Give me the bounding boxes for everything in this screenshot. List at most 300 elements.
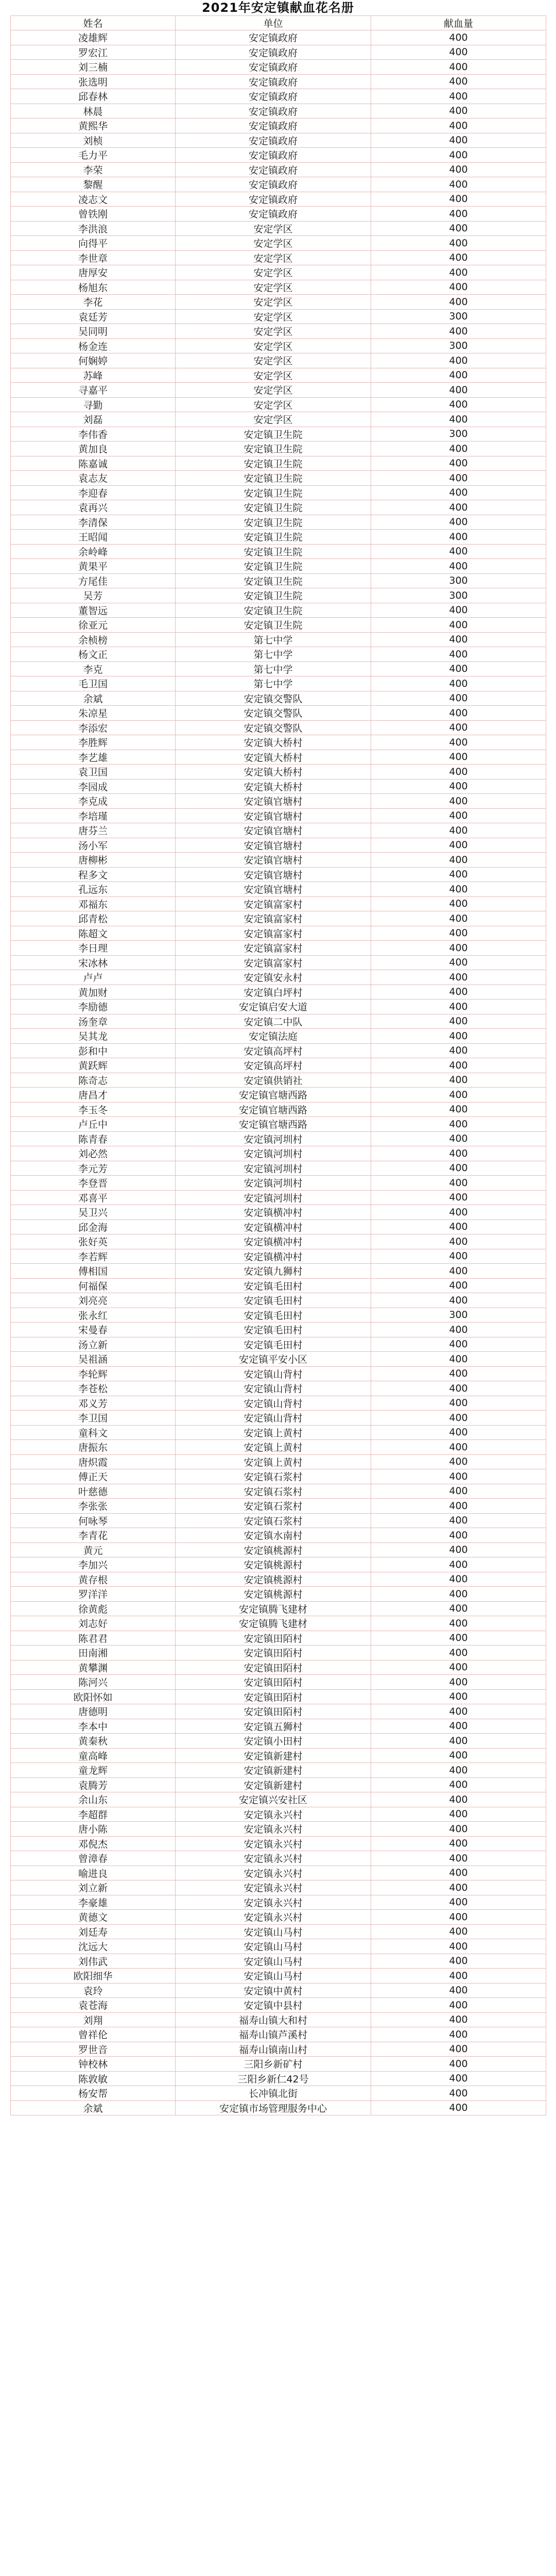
- donation-volume-cell: 400: [371, 148, 546, 163]
- donation-volume-cell: 400: [371, 1366, 546, 1381]
- donation-volume-cell: 400: [371, 1469, 546, 1484]
- donor-unit-cell: 安定镇大桥村: [176, 750, 371, 765]
- table-row: [11, 89, 546, 104]
- donation-volume-cell: 400: [371, 1969, 546, 1984]
- donation-volume-cell: 400: [371, 985, 546, 999]
- donor-unit-cell: 安定镇横冲村: [176, 1234, 371, 1249]
- donation-volume-cell: 400: [371, 1910, 546, 1925]
- donor-unit-cell: 安定镇官塘村: [176, 808, 371, 823]
- table-row: [11, 2071, 546, 2086]
- donation-volume-cell: 400: [371, 603, 546, 618]
- donation-volume-cell: 300: [371, 427, 546, 442]
- table-row: [11, 236, 546, 251]
- donation-volume-cell: 400: [371, 1748, 546, 1763]
- donor-name-cell: 李世章: [11, 250, 176, 265]
- table-row: [11, 1219, 546, 1234]
- donor-unit-cell: 安定镇交警队: [176, 691, 371, 706]
- donation-volume-cell: 400: [371, 706, 546, 721]
- donation-volume-cell: 400: [371, 250, 546, 265]
- donor-name-cell: 毛力平: [11, 148, 176, 163]
- donor-name-cell: 黄果平: [11, 559, 176, 574]
- donor-name-cell: 卢丘中: [11, 1117, 176, 1132]
- donation-volume-cell: 400: [371, 1983, 546, 1998]
- donation-volume-cell: 400: [371, 1557, 546, 1572]
- table-row: [11, 1102, 546, 1117]
- donation-volume-cell: 400: [371, 1219, 546, 1234]
- donor-unit-cell: 安定镇政府: [176, 45, 371, 60]
- donor-unit-cell: 安定镇富家村: [176, 911, 371, 926]
- donor-name-cell: 彭和中: [11, 1043, 176, 1058]
- table-row: [11, 162, 546, 177]
- donor-name-cell: 刘三楠: [11, 60, 176, 75]
- donation-volume-cell: 400: [371, 1734, 546, 1749]
- donor-unit-cell: 安定镇永兴村: [176, 1910, 371, 1925]
- donation-volume-cell: 400: [371, 1073, 546, 1088]
- donor-name-cell: 黄熙华: [11, 118, 176, 133]
- donor-name-cell: 袁腾芳: [11, 1777, 176, 1792]
- donation-volume-cell: 400: [371, 1646, 546, 1660]
- donor-unit-cell: 安定镇石浆村: [176, 1513, 371, 1528]
- donor-unit-cell: 安定镇桃源村: [176, 1572, 371, 1587]
- donor-unit-cell: 安定镇官塘西路: [176, 1088, 371, 1103]
- donor-unit-cell: 安定镇石浆村: [176, 1469, 371, 1484]
- donor-unit-cell: 安定镇高坪村: [176, 1058, 371, 1073]
- table-row: [11, 1748, 546, 1763]
- table-row: [11, 221, 546, 236]
- table-row: [11, 896, 546, 911]
- donation-volume-cell: 400: [371, 1836, 546, 1851]
- table-row: [11, 515, 546, 530]
- donor-name-cell: 袁玲: [11, 1983, 176, 1998]
- donor-unit-cell: 安定镇供销社: [176, 1073, 371, 1088]
- donor-unit-cell: 安定镇新建村: [176, 1748, 371, 1763]
- donation-volume-cell: 400: [371, 74, 546, 89]
- donor-unit-cell: 安定镇山马村: [176, 1939, 371, 1954]
- donor-unit-cell: 安定镇桃源村: [176, 1557, 371, 1572]
- donor-unit-cell: 安定镇卫生院: [176, 427, 371, 442]
- donor-unit-cell: 安定镇毛田村: [176, 1308, 371, 1323]
- donation-volume-cell: 400: [371, 1484, 546, 1499]
- donation-volume-cell: 400: [371, 133, 546, 148]
- table-row: [11, 955, 546, 970]
- donor-name-cell: 李克成: [11, 794, 176, 809]
- donation-volume-cell: 400: [371, 1323, 546, 1337]
- donation-volume-cell: 400: [371, 1792, 546, 1807]
- donation-volume-cell: 400: [371, 662, 546, 676]
- table-row: [11, 1807, 546, 1822]
- donation-volume-cell: 400: [371, 1587, 546, 1602]
- table-row: [11, 427, 546, 442]
- donor-unit-cell: 安定镇卫生院: [176, 530, 371, 545]
- table-row: [11, 1131, 546, 1146]
- table-row: [11, 573, 546, 588]
- table-row: [11, 442, 546, 456]
- donor-name-cell: 李荣: [11, 162, 176, 177]
- donation-volume-cell: 400: [371, 838, 546, 853]
- donation-volume-cell: 400: [371, 1939, 546, 1954]
- donor-unit-cell: 第七中学: [176, 676, 371, 691]
- donation-volume-cell: 400: [371, 882, 546, 897]
- donation-volume-cell: 400: [371, 1822, 546, 1837]
- donor-name-cell: 曾祥伦: [11, 2027, 176, 2042]
- table-row: [11, 1822, 546, 1837]
- donation-volume-cell: 300: [371, 309, 546, 324]
- donation-volume-cell: 400: [371, 1014, 546, 1029]
- donor-unit-cell: 三阳乡新仁42号: [176, 2071, 371, 2086]
- table-header-row: [11, 16, 546, 30]
- donor-unit-cell: 安定镇永兴村: [176, 1807, 371, 1822]
- donor-name-cell: 刘亮亮: [11, 1293, 176, 1308]
- table-row: [11, 1777, 546, 1792]
- donor-unit-cell: 安定镇卫生院: [176, 442, 371, 456]
- donation-volume-cell: 400: [371, 1190, 546, 1205]
- table-row: [11, 808, 546, 823]
- donor-unit-cell: 安定镇政府: [176, 60, 371, 75]
- donor-name-cell: 唐炽霞: [11, 1454, 176, 1469]
- donor-name-cell: 刘立新: [11, 1880, 176, 1895]
- donation-volume-cell: 400: [371, 1058, 546, 1073]
- table-row: [11, 1792, 546, 1807]
- donation-volume-cell: 400: [371, 1411, 546, 1426]
- donation-volume-cell: 400: [371, 1234, 546, 1249]
- donation-volume-cell: 400: [371, 1807, 546, 1822]
- table-row: [11, 2086, 546, 2101]
- donation-volume-cell: 400: [371, 1572, 546, 1587]
- donor-unit-cell: 安定镇中黄村: [176, 1983, 371, 1998]
- table-row: [11, 1954, 546, 1969]
- table-row: [11, 867, 546, 882]
- table-row: [11, 735, 546, 750]
- donation-volume-cell: 400: [371, 2100, 546, 2115]
- donor-name-cell: 李轮辉: [11, 1366, 176, 1381]
- donation-volume-cell: 400: [371, 60, 546, 75]
- table-row: [11, 1146, 546, 1161]
- table-row: [11, 1572, 546, 1587]
- donor-unit-cell: 安定镇河圳村: [176, 1131, 371, 1146]
- donor-unit-cell: 安定镇永兴村: [176, 1880, 371, 1895]
- donor-name-cell: 傅相国: [11, 1264, 176, 1279]
- donor-name-cell: 李加兴: [11, 1557, 176, 1572]
- donor-name-cell: 唐芬兰: [11, 823, 176, 838]
- donation-volume-cell: 400: [371, 1043, 546, 1058]
- donor-unit-cell: 安定镇大桥村: [176, 735, 371, 750]
- donor-unit-cell: 安定镇五狮村: [176, 1719, 371, 1734]
- donor-name-cell: 李本中: [11, 1719, 176, 1734]
- donor-name-cell: 杨安帮: [11, 2086, 176, 2101]
- donation-volume-cell: 400: [371, 1102, 546, 1117]
- donation-volume-cell: 400: [371, 1998, 546, 2013]
- donor-unit-cell: 第七中学: [176, 662, 371, 676]
- donor-unit-cell: 安定镇兴安社区: [176, 1792, 371, 1807]
- donation-volume-cell: 400: [371, 221, 546, 236]
- table-row: [11, 618, 546, 633]
- table-row: [11, 1939, 546, 1954]
- table-row: [11, 911, 546, 926]
- document-title: 2021年安定镇献血花名册: [202, 1, 354, 15]
- donor-unit-cell: 安定镇政府: [176, 148, 371, 163]
- donation-volume-cell: 400: [371, 1278, 546, 1293]
- table-row: [11, 941, 546, 956]
- donor-name-cell: 李卫国: [11, 1411, 176, 1426]
- donor-unit-cell: 安定镇田陌村: [176, 1660, 371, 1675]
- table-row: [11, 603, 546, 618]
- donor-name-cell: 汤小军: [11, 838, 176, 853]
- donor-name-cell: 田南湘: [11, 1646, 176, 1660]
- donation-volume-cell: 400: [371, 1601, 546, 1616]
- table-row: [11, 133, 546, 148]
- donor-name-cell: 欧阳细华: [11, 1969, 176, 1984]
- donor-unit-cell: 安定镇政府: [176, 192, 371, 207]
- table-row: [11, 691, 546, 706]
- donor-unit-cell: 安定镇卫生院: [176, 573, 371, 588]
- donation-volume-cell: 400: [371, 970, 546, 985]
- donor-name-cell: 李若辉: [11, 1249, 176, 1264]
- donor-name-cell: 唐小陈: [11, 1822, 176, 1837]
- donation-volume-cell: 400: [371, 162, 546, 177]
- table-row: [11, 1763, 546, 1778]
- donation-volume-cell: 400: [371, 896, 546, 911]
- donor-unit-cell: 安定学区: [176, 309, 371, 324]
- table-row: [11, 1337, 546, 1352]
- table-row: [11, 500, 546, 515]
- donor-name-cell: 李登晋: [11, 1176, 176, 1191]
- table-row: [11, 1469, 546, 1484]
- donor-name-cell: 杨旭东: [11, 280, 176, 295]
- donation-volume-cell: 400: [371, 236, 546, 251]
- donor-unit-cell: 安定镇官塘西路: [176, 1117, 371, 1132]
- donor-unit-cell: 安定镇卫生院: [176, 618, 371, 633]
- table-row: [11, 1513, 546, 1528]
- donation-volume-cell: 400: [371, 676, 546, 691]
- donation-volume-cell: 400: [371, 207, 546, 222]
- table-row: [11, 2027, 546, 2042]
- donor-unit-cell: 安定镇卫生院: [176, 500, 371, 515]
- column-header-name: 姓名: [11, 16, 176, 30]
- donation-volume-cell: 400: [371, 192, 546, 207]
- table-row: [11, 295, 546, 310]
- donor-name-cell: 张选明: [11, 74, 176, 89]
- donation-volume-cell: 400: [371, 1352, 546, 1367]
- table-row: [11, 1058, 546, 1073]
- donor-name-cell: 李园成: [11, 779, 176, 794]
- donor-name-cell: 杨文正: [11, 647, 176, 662]
- donor-unit-cell: 安定镇官塘村: [176, 794, 371, 809]
- donor-name-cell: 吴其龙: [11, 1029, 176, 1044]
- donor-unit-cell: 第七中学: [176, 632, 371, 647]
- donor-name-cell: 吴同明: [11, 324, 176, 339]
- donor-name-cell: 黄德文: [11, 1910, 176, 1925]
- table-row: [11, 1734, 546, 1749]
- donor-name-cell: 喻进良: [11, 1866, 176, 1880]
- donor-unit-cell: 安定镇山背村: [176, 1396, 371, 1411]
- donor-unit-cell: 安定镇卫生院: [176, 471, 371, 486]
- donor-unit-cell: 安定镇卫生院: [176, 603, 371, 618]
- donor-name-cell: 傅正天: [11, 1469, 176, 1484]
- donor-name-cell: 孔远东: [11, 882, 176, 897]
- table-row: [11, 368, 546, 383]
- donation-volume-cell: 400: [371, 941, 546, 956]
- donation-volume-cell: 400: [371, 1264, 546, 1279]
- donation-volume-cell: 400: [371, 118, 546, 133]
- donor-name-cell: 李励德: [11, 999, 176, 1014]
- donation-volume-cell: 400: [371, 177, 546, 192]
- donor-unit-cell: 安定学区: [176, 265, 371, 280]
- donor-unit-cell: 安定镇横冲村: [176, 1205, 371, 1220]
- table-row: [11, 1646, 546, 1660]
- table-row: [11, 1704, 546, 1719]
- donor-name-cell: 余斌: [11, 2100, 176, 2115]
- donor-name-cell: 刘志好: [11, 1616, 176, 1631]
- donor-unit-cell: 安定镇官塘村: [176, 823, 371, 838]
- donor-unit-cell: 安定镇政府: [176, 104, 371, 118]
- table-row: [11, 1352, 546, 1367]
- donor-unit-cell: 安定镇中县村: [176, 1998, 371, 2013]
- table-row: [11, 1675, 546, 1690]
- donor-unit-cell: 安定镇市场管理服务中心: [176, 2100, 371, 2115]
- donation-volume-cell: 400: [371, 1895, 546, 1910]
- column-header-volume: 献血量: [371, 16, 546, 30]
- donor-name-cell: 余桢榜: [11, 632, 176, 647]
- donation-volume-cell: 400: [371, 530, 546, 545]
- table-row: [11, 1176, 546, 1191]
- table-row: [11, 1851, 546, 1866]
- donor-unit-cell: 安定镇卫生院: [176, 485, 371, 500]
- donor-unit-cell: 安定镇官塘村: [176, 882, 371, 897]
- table-row: [11, 1895, 546, 1910]
- table-row: [11, 970, 546, 985]
- donation-volume-cell: 400: [371, 2057, 546, 2072]
- table-row: [11, 2042, 546, 2057]
- donor-unit-cell: 安定镇横冲村: [176, 1219, 371, 1234]
- donation-volume-cell: 400: [371, 779, 546, 794]
- donation-volume-cell: 400: [371, 794, 546, 809]
- donor-unit-cell: 安定镇政府: [176, 74, 371, 89]
- donor-unit-cell: 安定镇永兴村: [176, 1895, 371, 1910]
- donation-volume-cell: 400: [371, 1088, 546, 1103]
- table-row: [11, 1616, 546, 1631]
- table-row: [11, 1587, 546, 1602]
- donation-volume-cell: 400: [371, 1440, 546, 1455]
- donor-name-cell: 邓喜平: [11, 1190, 176, 1205]
- donor-unit-cell: 安定镇永兴村: [176, 1836, 371, 1851]
- donor-name-cell: 刘翔: [11, 2012, 176, 2027]
- table-row: [11, 471, 546, 486]
- donation-volume-cell: 400: [371, 1146, 546, 1161]
- donor-name-cell: 唐厚安: [11, 265, 176, 280]
- table-row: [11, 1601, 546, 1616]
- donor-unit-cell: 安定镇山背村: [176, 1411, 371, 1426]
- donation-volume-cell: 400: [371, 1777, 546, 1792]
- table-row: [11, 765, 546, 779]
- donation-volume-cell: 400: [371, 89, 546, 104]
- donor-name-cell: 罗洋洋: [11, 1587, 176, 1602]
- table-row: [11, 838, 546, 853]
- table-row: [11, 1014, 546, 1029]
- donor-unit-cell: 安定镇田陌村: [176, 1675, 371, 1690]
- table-row: [11, 1454, 546, 1469]
- donor-name-cell: 罗宏江: [11, 45, 176, 60]
- donor-name-cell: 汤奎章: [11, 1014, 176, 1029]
- table-row: [11, 1381, 546, 1396]
- table-row: [11, 1924, 546, 1939]
- table-row: [11, 1689, 546, 1704]
- table-row: [11, 1969, 546, 1984]
- donor-unit-cell: 安定镇大桥村: [176, 779, 371, 794]
- donation-volume-cell: 400: [371, 1293, 546, 1308]
- donor-unit-cell: 安定镇河圳村: [176, 1161, 371, 1176]
- donor-unit-cell: 福寿山镇芦溪村: [176, 2027, 371, 2042]
- table-row: [11, 177, 546, 192]
- donation-volume-cell: 400: [371, 955, 546, 970]
- donor-name-cell: 寻嘉平: [11, 383, 176, 398]
- donor-unit-cell: 安定镇田陌村: [176, 1704, 371, 1719]
- donation-volume-cell: 400: [371, 1337, 546, 1352]
- donor-unit-cell: 第七中学: [176, 647, 371, 662]
- donation-volume-cell: 400: [371, 456, 546, 471]
- donor-name-cell: 李迎春: [11, 485, 176, 500]
- donor-name-cell: 黄加财: [11, 985, 176, 999]
- donor-unit-cell: 安定镇上黄村: [176, 1440, 371, 1455]
- donation-volume-cell: 400: [371, 2027, 546, 2042]
- donor-name-cell: 刘廷寿: [11, 1924, 176, 1939]
- table-row: [11, 1396, 546, 1411]
- donor-name-cell: 刘必然: [11, 1146, 176, 1161]
- donation-volume-cell: 400: [371, 1528, 546, 1543]
- donor-unit-cell: 安定学区: [176, 368, 371, 383]
- donor-name-cell: 邓倪杰: [11, 1836, 176, 1851]
- donor-name-cell: 童龙辉: [11, 1763, 176, 1778]
- donor-name-cell: 陈敦敏: [11, 2071, 176, 2086]
- donor-name-cell: 徐黄彪: [11, 1601, 176, 1616]
- table-row: [11, 999, 546, 1014]
- donor-name-cell: 李伟香: [11, 427, 176, 442]
- donor-name-cell: 李日理: [11, 941, 176, 956]
- donor-name-cell: 邱金海: [11, 1219, 176, 1234]
- donation-volume-cell: 400: [371, 2071, 546, 2086]
- donor-name-cell: 卢卢: [11, 970, 176, 985]
- donor-unit-cell: 安定镇卫生院: [176, 588, 371, 603]
- donor-name-cell: 向得平: [11, 236, 176, 251]
- donor-name-cell: 叶慈德: [11, 1484, 176, 1499]
- donor-name-cell: 陈青春: [11, 1131, 176, 1146]
- donation-volume-cell: 400: [371, 1880, 546, 1895]
- donor-name-cell: 唐振东: [11, 1440, 176, 1455]
- donation-volume-cell: 400: [371, 1851, 546, 1866]
- donor-name-cell: 凌志文: [11, 192, 176, 207]
- donor-name-cell: 凌雄辉: [11, 30, 176, 45]
- table-row: [11, 882, 546, 897]
- donor-name-cell: 袁再兴: [11, 500, 176, 515]
- donor-unit-cell: 安定镇上黄村: [176, 1454, 371, 1469]
- donation-volume-cell: 400: [371, 1675, 546, 1690]
- donor-name-cell: 李克: [11, 662, 176, 676]
- donor-unit-cell: 安定镇卫生院: [176, 456, 371, 471]
- table-row: [11, 412, 546, 427]
- donor-name-cell: 杨金连: [11, 338, 176, 353]
- donor-unit-cell: 安定镇桃源村: [176, 1587, 371, 1602]
- donor-unit-cell: 安定镇安永村: [176, 970, 371, 985]
- table-row: [11, 74, 546, 89]
- table-row: [11, 1043, 546, 1058]
- donor-unit-cell: 安定镇富家村: [176, 955, 371, 970]
- donor-name-cell: 李苍松: [11, 1381, 176, 1396]
- table-row: [11, 1234, 546, 1249]
- donation-volume-cell: 400: [371, 765, 546, 779]
- table-row: [11, 1631, 546, 1646]
- table-row: [11, 456, 546, 471]
- donor-name-cell: 何娴婷: [11, 353, 176, 368]
- donor-unit-cell: 安定镇政府: [176, 30, 371, 45]
